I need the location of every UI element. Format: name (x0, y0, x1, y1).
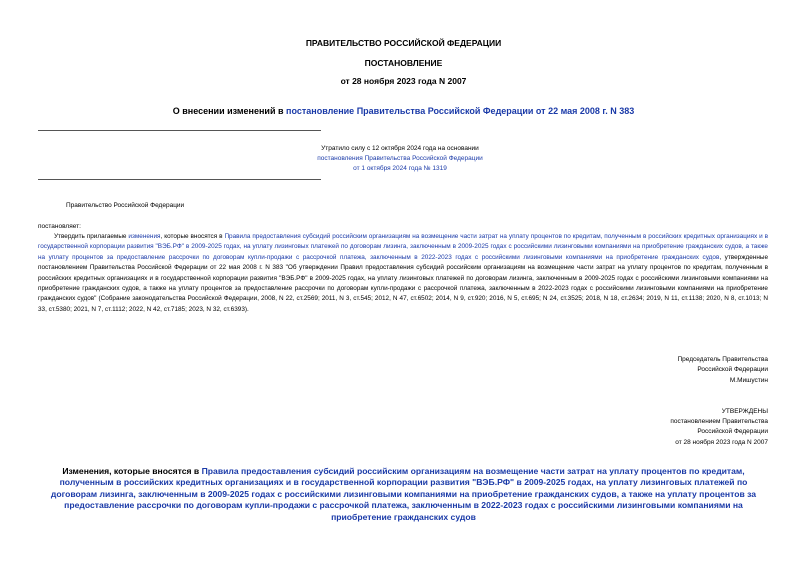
resolution-body (38, 232, 768, 315)
header-government: ПРАВИТЕЛЬСТВО РОССИЙСКОЙ ФЕДЕРАЦИИ (305, 38, 502, 48)
body-part1: Утвердить прилагаемые (54, 233, 129, 240)
preamble-decrees: постановляет: (38, 223, 81, 230)
body-part4: (Собрание законодательства Российской Федерации, 2008, N 22, ст.2569; 2011, N 3, ст.545; 2012, N 47, ст.6502; 2014, N 9, ст.920; 2016, N 5, ст.695; N 24, ст.3525; 2018, N 18, ст.2634; 2019, N 11, ст.1138; 2020, N 8, ст.1013; N 33, ст.5380; 2021, N 7, ст.1112; 2022, N 42, ст.7185; 2023, N 32, ст.6393). (38, 295, 769, 313)
approved-line3: Российской Федерации (697, 428, 768, 436)
signature-line1: Председатель Правительства (677, 356, 768, 363)
header-doc-type: ПОСТАНОВЛЕНИЕ (364, 58, 443, 68)
approved-line2: постановлением Правительства (670, 418, 768, 426)
signature-block (677, 355, 768, 386)
body-part2: , которые вносятся в (160, 233, 225, 240)
changes-title-link-rules[interactable]: Правила предоставления субсидий российским организациям на возмещение части затрат на уплату процентов по кредитам, полученным в российских кредитных организациях и в государственной корпорации развития "ВЭБ.РФ" в 2009-2025 годах, на уплату лизинговых платежей по договорам лизинга, заключенным в 2009-2025 годах с российскими лизинговыми компаниями на приобретение гражданских судов, а также на уплату процентов за предоставление рассрочки по договорам купли-продажи с рассрочкой платежа, заключенным в 2022-2023 годах с российскими лизинговыми компаниями на приобретение гражданских судов (50, 466, 757, 522)
title-link-resolution-383[interactable]: постановление Правительства Российской Федерации от 22 мая 2008 г. N 383 (286, 106, 635, 116)
body-part3: , утвержденные постановлением Правительства Российской Федерации от 22 мая 2008 г. N 383 "Об утверждении Правил предоставления субсидий российским организациям на возмещение части затрат на уплату процентов по кредитам, полученным в российских кредитных организациях и в государственной корпорации развития "ВЭБ.РФ" в 2009-2025 годах, на уплату лизинговых платежей по договорам лизинга, заключенным в 2009-2025 годах с российскими лизинговыми компаниями на приобретение гражданских судов, а также на уплату процентов за предоставление рассрочки по договорам купли-продажи с рассрочкой платежа, заключенным в 2022-2023 годах с российскими лизинговыми компаниями на приобретение гражданских судов" (38, 253, 768, 303)
header-date-number: от 28 ноября 2023 года N 2007 (340, 76, 467, 86)
revoked-link-resolution[interactable]: постановления Правительства Российской Федерации (317, 155, 483, 162)
document-title (40, 106, 767, 116)
divider-bottom (38, 179, 321, 180)
revoked-notice (300, 144, 500, 174)
signature-line2: Российской Федерации (697, 366, 768, 374)
body-link-rules[interactable]: Правила предоставления субсидий российским организациям на возмещение части затрат на уплату процентов по кредитам, полученным в российских кредитных организациях и в государственной корпорации развития "ВЭБ.РФ" в 2009-2025 годах, на уплату лизинговых платежей по договорам лизинга, заключенным в 2009-2025 годах с российскими лизинговыми компаниями на приобретение гражданских судов, а также на уплату процентов за предоставление рассрочки по договорам купли-продажи с рассрочкой платежа, заключенным в 2022-2023 годах с российскими лизинговыми компаниями на приобретение гражданских судов (38, 233, 769, 261)
title-prefix: О внесении изменений в (172, 106, 287, 116)
approved-block (670, 407, 768, 448)
signature-line3: М.Мишустин (729, 376, 768, 384)
preamble-government: Правительство Российской Федерации (66, 202, 185, 209)
divider-top (38, 130, 321, 131)
changes-title (40, 466, 767, 523)
approved-line1: УТВЕРЖДЕНЫ (721, 408, 768, 415)
changes-title-prefix: Изменения, которые вносятся в (62, 466, 202, 476)
body-link-changes[interactable]: изменения (128, 233, 161, 240)
revoked-line: Утратило силу с 12 октября 2024 года на основании (321, 145, 479, 152)
revoked-link-date[interactable]: от 1 октября 2024 года № 1319 (353, 165, 447, 172)
approved-line4: от 28 ноября 2023 года N 2007 (675, 438, 768, 446)
